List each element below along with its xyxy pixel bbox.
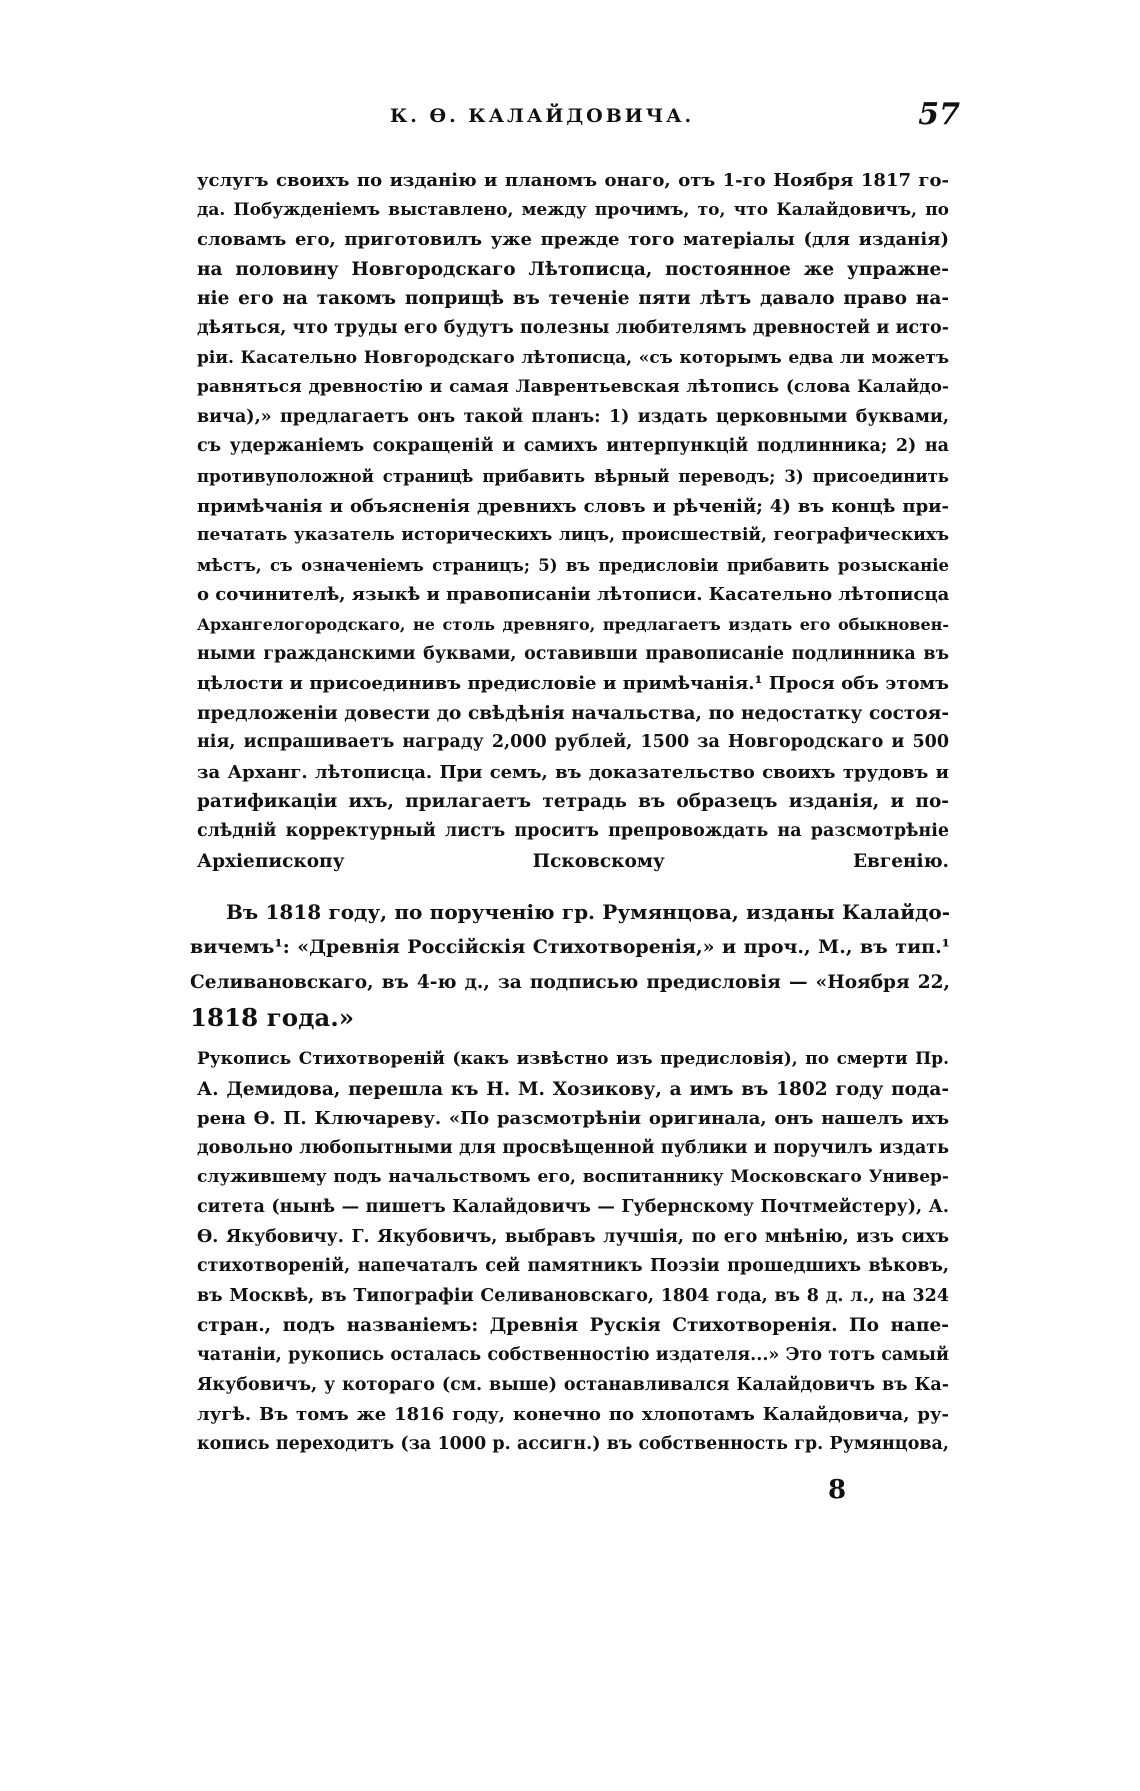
text-line: ными гражданскими буквами, оставивши правописаніе подлинника въ <box>197 643 949 664</box>
text-line: служившему подъ начальствомъ его, воспитаннику Московскаго Универ- <box>197 1167 949 1188</box>
text-line: слѣдній корректурный листъ проситъ препровождать на разсмотрѣніе <box>197 821 949 842</box>
text-line: рена Ѳ. П. Ключареву. «По разсмотрѣніи оригинала, онъ нашелъ ихъ <box>197 1108 949 1130</box>
running-head: К. Ѳ. КАЛАЙДОВИЧА. <box>390 105 695 127</box>
text-line: вичемъ¹: «Древнія Россійскія Стихотворенія,» и проч., М., въ тип.¹ <box>190 936 950 958</box>
text-line: Якубовичъ, у котораго (см. выше) останавливался Калайдовичъ въ Ка- <box>197 1374 949 1395</box>
text-line: ріи. Касательно Новгородскаго лѣтописца, «съ которымъ едва ли можетъ <box>197 347 949 368</box>
text-line: мѣстъ, съ означеніемъ страницъ; 5) въ предисловіи прибавить розысканіе <box>197 555 949 575</box>
text-line: копись переходитъ (за 1000 р. ассигн.) въ собственность гр. Румянцова, <box>197 1433 949 1454</box>
signature-mark: 8 <box>828 1475 847 1505</box>
text-line: равняться древностію и самая Лаврентьевская лѣтопись (слова Калайдо- <box>197 377 949 398</box>
text-line: лугѣ. Въ томъ же 1816 году, конечно по хлопотамъ Калайдовича, ру- <box>197 1404 949 1426</box>
text-line: Селивановскаго, въ 4-ю д., за подписью предисловія — «Ноября 22, <box>190 972 950 993</box>
paragraph-manuscript-history <box>197 1045 949 1459</box>
text-line: довольно любопытными для просвѣщенной публики и поручилъ издать <box>197 1137 949 1158</box>
text-line: стихотвореній, напечаталъ сей памятникъ Поэзіи прошедшихъ вѣковъ, <box>197 1256 949 1277</box>
text-line: Архіепископу Псковскому Евгенію. <box>197 850 949 872</box>
page-header <box>200 97 960 137</box>
text-line: Архангелогородскаго, не столь древняго, предлагаетъ издать его обыкновен- <box>197 614 949 634</box>
text-line: нія, испрашиваетъ награду 2,000 рублей, 1500 за Новгородскаго и 500 <box>197 732 949 753</box>
page-number: 57 <box>918 97 960 132</box>
text-line: съ удержаніемъ сокращеній и самихъ интерпункцій подлинника; 2) на <box>197 436 949 457</box>
text-line: 1818 года.» <box>190 1003 355 1032</box>
text-line: услугъ своихъ по изданію и планомъ онаго, отъ 1-го Ноября 1817 го- <box>197 170 949 191</box>
text-line: ратификаціи ихъ, прилагаетъ тетрадь въ образецъ изданія, и по- <box>197 791 949 813</box>
text-line: примѣчанія и объясненія древнихъ словъ и рѣченій; 4) въ концѣ при- <box>197 495 949 517</box>
text-line: Въ 1818 году, по порученію гр. Румянцова, изданы Калайдо- <box>226 900 950 924</box>
text-line: стран., подъ названіемъ: Древнія Рускія Стихотворенія. По напе- <box>197 1315 949 1337</box>
text-line: о сочинителѣ, языкѣ и правописаніи лѣтописи. Касательно лѣтописца <box>197 584 950 606</box>
text-line: печатать указатель историческихъ лицъ, происшествій, географическихъ <box>197 525 949 546</box>
text-line: ситета (нынѣ — пишетъ Калайдовичъ — Губернскому Почтмейстеру), А. <box>197 1196 949 1217</box>
text-line: да. Побужденіемъ выставлено, между прочимъ, то, что Калайдовичъ, по <box>197 199 949 220</box>
text-line: за Арханг. лѣтописца. При семъ, въ доказательство своихъ трудовъ и <box>197 761 949 783</box>
paragraph-petition <box>197 166 949 876</box>
text-line: цѣлости и присоединивъ предисловіе и примѣчанія.¹ Прося объ этомъ <box>197 673 949 695</box>
paragraph-main-1818 <box>190 895 950 1035</box>
text-line: Ѳ. Якубовичу. Г. Якубовичъ, выбравъ лучшія, по его мнѣнію, изъ сихъ <box>197 1226 949 1247</box>
text-line: дѣяться, что труды его будутъ полезны любителямъ древностей и исто- <box>197 317 949 338</box>
text-line: А. Демидова, перешла къ Н. М. Хозикову, а имъ въ 1802 году пода- <box>197 1078 949 1100</box>
text-line: противуположной страницѣ прибавить вѣрный переводъ; 3) присоединить <box>197 466 949 486</box>
text-line: вича),» предлагаетъ онъ такой планъ: 1) издать церковными буквами, <box>197 406 949 427</box>
text-line: въ Москвѣ, въ Типографіи Селивановскаго, 1804 года, въ 8 д. л., на 324 <box>197 1285 949 1306</box>
text-line: чатаніи, рукопись осталась собственностію издателя...» Это тотъ самый <box>197 1344 949 1365</box>
text-line: Рукопись Стихотвореній (какъ извѣстно изъ предисловія), по смерти Пр. <box>197 1049 949 1069</box>
text-line: на половину Новгородскаго Лѣтописца, постоянное же упражне- <box>197 258 949 280</box>
text-line: ніе его на такомъ поприщѣ въ теченіе пяти лѣтъ давало право на- <box>197 288 949 310</box>
text-line: предложеніи довести до свѣдѣнія начальства, по недостатку состоя- <box>197 702 949 724</box>
text-line: словамъ его, приготовилъ уже прежде того матеріалы (для изданія) <box>197 229 949 251</box>
